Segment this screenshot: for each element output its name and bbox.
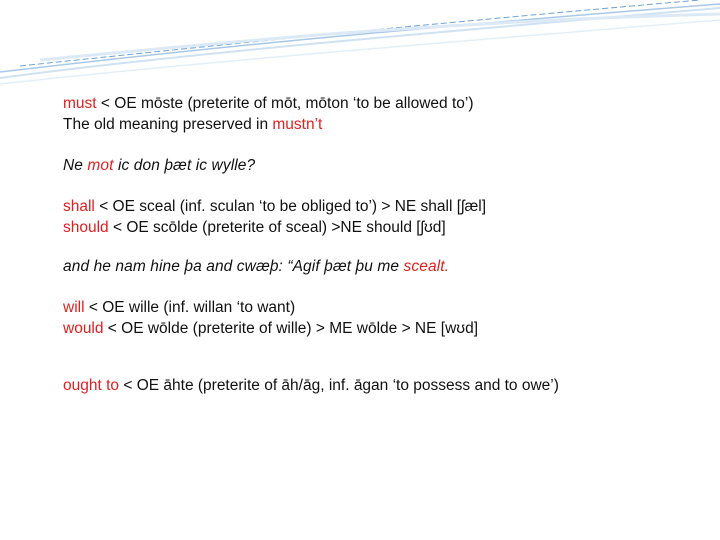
line-shall bbox=[63, 196, 703, 217]
swoosh-line-3 bbox=[20, 0, 700, 66]
word-must: must bbox=[63, 95, 97, 112]
will-etymology: < OE wille (inf. willan ‘to want) bbox=[84, 299, 296, 316]
word-mustnt: mustn’t bbox=[272, 116, 323, 133]
should-etymology: < OE scōlde (preterite of sceal) >NE should [ʃʊd] bbox=[108, 219, 446, 236]
swoosh-line-5 bbox=[0, 20, 720, 84]
line-should bbox=[63, 217, 703, 238]
swoosh-line-2 bbox=[0, 4, 720, 72]
swoosh-line-1 bbox=[0, 8, 720, 78]
example-sceal-pre: and he nam hine þa and cwæþ: “Agif þæt þu me bbox=[63, 258, 404, 275]
word-should: should bbox=[63, 219, 109, 236]
line-will bbox=[63, 297, 703, 318]
slide-content bbox=[63, 93, 703, 396]
swoosh-line-4 bbox=[40, 14, 720, 60]
example-sceal-word: scealt. bbox=[403, 258, 450, 275]
example-mot-post: ic don þæt ic wylle? bbox=[113, 157, 256, 174]
line-would bbox=[63, 318, 703, 339]
example-mot bbox=[63, 155, 703, 176]
word-will: will bbox=[63, 299, 85, 316]
must-etymology: < OE mōste (preterite of mōt, mōton ‘to be allowed to’) bbox=[96, 95, 474, 112]
ought-to-etymology: < OE āhte (preterite of āh/āg, inf. āgan ‘to possess and to owe’) bbox=[119, 377, 559, 394]
shall-etymology: < OE sceal (inf. sculan ‘to be obliged to’) > NE shall [ʃæl] bbox=[94, 198, 487, 215]
example-mot-pre: Ne bbox=[63, 157, 88, 174]
line-old-meaning bbox=[63, 114, 703, 135]
example-mot-word: mot bbox=[87, 157, 114, 174]
word-shall: shall bbox=[63, 198, 95, 215]
line-must bbox=[63, 93, 703, 114]
example-sceal bbox=[63, 256, 703, 277]
word-would: would bbox=[63, 320, 104, 337]
would-etymology: < OE wōlde (preterite of wille) > ME wōlde > NE [wʊd] bbox=[103, 320, 478, 337]
word-ought-to: ought to bbox=[63, 377, 120, 394]
line-ought-to bbox=[63, 375, 703, 396]
old-meaning-text: The old meaning preserved in bbox=[63, 116, 273, 133]
